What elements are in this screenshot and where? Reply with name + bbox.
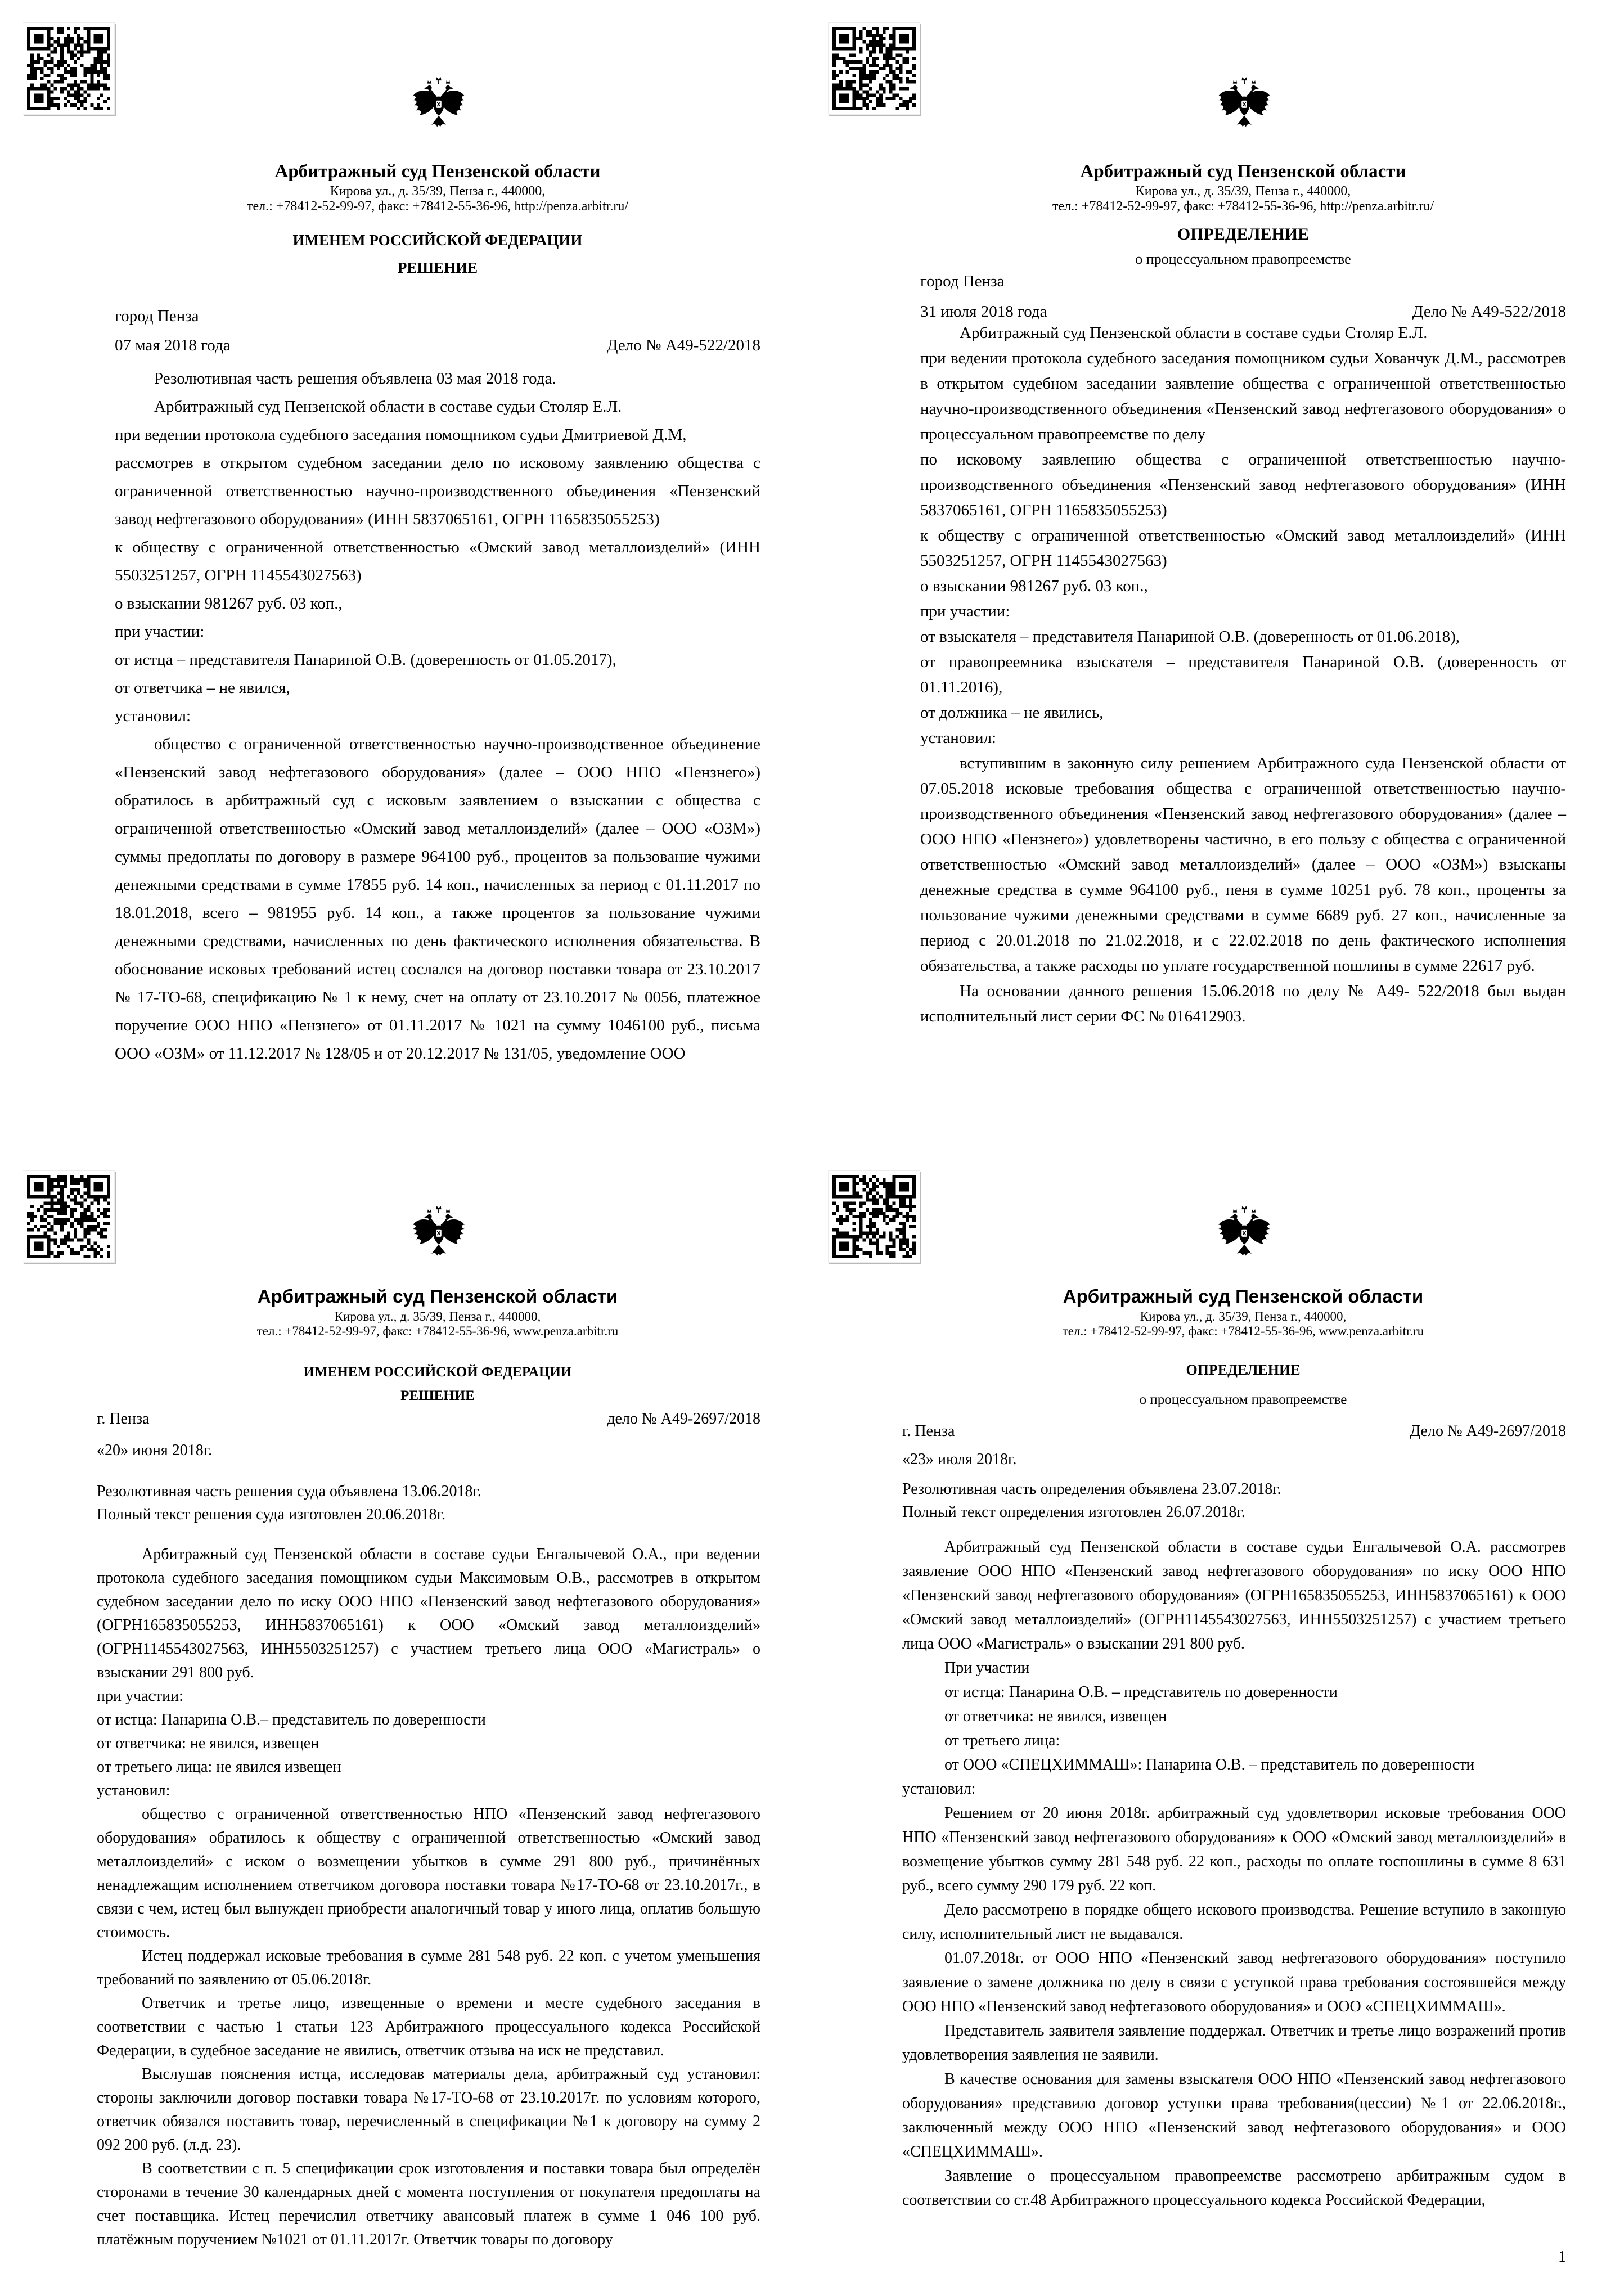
- russia-coat-of-arms-icon: [1213, 75, 1276, 137]
- paragraph: к обществу с ограниченной ответственностью «Омский завод металлоизделий» (ИНН 5503251257, ОГРН 1145543027563): [115, 538, 760, 584]
- paragraph: от истца – представителя Панариной О.В. (доверенность от 01.05.2017),: [115, 651, 616, 669]
- paragraph: от должника – не явились,: [920, 704, 1104, 722]
- act-type-heading: РЕШЕНИЕ: [397, 259, 478, 276]
- qr-code-icon: [828, 1170, 920, 1263]
- paragraph: На основании данного решения 15.06.2018 по делу № А49- 522/2018 был выдан исполнительный лист серии ФС № 016412903.: [920, 982, 1566, 1025]
- paragraph: от истца: Панарина О.В.– представитель по доверенности: [97, 1711, 486, 1728]
- case-number: дело № А49-2697/2018: [607, 1410, 760, 1428]
- paragraph: от правопреемника взыскателя – представителя Панариной О.В. (доверенность от 01.11.2016),: [920, 653, 1566, 696]
- act-subtitle: о процессуальном правопреемстве: [1135, 251, 1351, 267]
- paragraph: при участии:: [97, 1687, 183, 1705]
- court-address: Кирова ул., д. 35/39, Пенза г., 440000,: [1135, 184, 1351, 199]
- paragraph: установил:: [115, 707, 191, 725]
- act-authority-heading: ИМЕНЕМ РОССИЙСКОЙ ФЕДЕРАЦИИ: [303, 1365, 572, 1380]
- full-text-produced-line: Полный текст определения изготовлен 26.07.2018г.: [902, 1503, 1245, 1521]
- document-body: [920, 321, 1566, 1029]
- court-address: Кирова ул., д. 35/39, Пенза г., 440000,: [334, 1309, 541, 1323]
- paragraph: при ведении протокола судебного заседания помощником судьи Дмитриевой Д.М,: [115, 426, 687, 444]
- paragraph: о взыскании 981267 руб. 03 коп.,: [920, 577, 1148, 595]
- paragraph: Резолютивная часть решения объявлена 03 мая 2018 года.: [154, 370, 556, 388]
- paragraph: Арбитражный суд Пензенской области в составе судьи Столяр Е.Л.: [154, 398, 622, 416]
- court-contacts: тел.: +78412-52-99-97, факс: +78412-55-36-96, www.penza.arbitr.ru: [1062, 1324, 1424, 1338]
- document-body: [115, 364, 760, 1068]
- case-number: Дело № А49-522/2018: [1412, 303, 1566, 321]
- qr-code-icon: [828, 22, 920, 115]
- paragraph: от истца: Панарина О.В. – представитель по доверенности: [944, 1683, 1338, 1701]
- city: город Пенза: [920, 272, 1005, 290]
- act-type-heading: ОПРЕДЕЛЕНИЕ: [1186, 1362, 1300, 1378]
- page-ruling-a49-2697-2018: [806, 1148, 1611, 2296]
- court-address: Кирова ул., д. 35/39, Пенза г., 440000,: [1140, 1309, 1347, 1323]
- act-type-heading: ОПРЕДЕЛЕНИЕ: [1177, 225, 1310, 244]
- court-contacts: тел.: +78412-52-99-97, факс: +78412-55-36-96, http://penza.arbitr.ru/: [1052, 199, 1434, 214]
- document-body: [97, 1543, 760, 2252]
- paragraph: Ответчик и третье лицо, извещенные о времени и месте судебного заседания в соответствии с частью 1 статьи 123 Арбитражного процессуального кодекса Российской Федерации, в судебное заседание не явились, ответчик отзыва на иск не представил.: [97, 1995, 760, 2059]
- paragraph: Арбитражный суд Пензенской области в составе судьи Енгалычевой О.А., при ведении протокола судебного заседания помощником судьи Максимовым О.В., рассмотрев в открытом судебном заседании дело по иску ООО НПО «Пензенский завод нефтегазового оборудования» (ОГРН165835055253, ИНН5837065161) к ООО «Омский завод металлоизделий» (ОГРН1145543027563, ИНН5503251257) с участием третьего лица ООО «Магистраль» о взыскании 291 800 руб.: [97, 1546, 760, 1681]
- paragraph: общество с ограниченной ответственностью научно-производственное объединение «Пензенский завод нефтегазового оборудования» (далее – ООО НПО «Пензнего») обратилось в арбитражный суд с исковым заявлением о взыскании с общества с ограниченной ответственностью «Омский завод металлоизделий» (далее – ООО «ОЗМ») суммы предоплаты по договору в размере 964100 руб., процентов за пользование чужими денежными средствами в сумме 17855 руб. 14 коп., начисленных за период с 01.11.2017 по 18.01.2018, всего – 981955 руб. 14 коп., а также процентов за пользование чужими денежными средствами, начисленных по день фактического исполнения обязательства. В обоснование исковых требований истец сослался на договор поставки товара от 23.10.2017 № 17-ТО-68, спецификацию № 1 к нему, счет на оплату от 23.10.2017 № 0056, платежное поручение ООО НПО «Пензнего» от 01.11.2017 № 1021 на сумму 1046100 руб., письма ООО «ОЗМ» от 11.12.2017 № 128/05 и от 20.12.2017 № 131/05, уведомление ООО: [115, 735, 760, 1063]
- paragraph: при участии:: [920, 602, 1010, 620]
- page-decision-a49-522-2018: [0, 0, 806, 1148]
- paragraph: В качестве основания для замены взыскателя ООО НПО «Пензенский завод нефтегазового оборудования» представило договор уступки права требования(цессии) №1 от 22.06.2018г., заключенный между ООО НПО «Пензенский завод нефтегазового оборудования» и ООО «СПЕЦХИММАШ».: [902, 2070, 1566, 2160]
- full-text-produced-line: Полный текст решения суда изготовлен 20.06.2018г.: [97, 1506, 446, 1523]
- court-contacts: тел.: +78412-52-99-97, факс: +78412-55-36-96, www.penza.arbitr.ru: [256, 1324, 619, 1338]
- page-ruling-a49-522-2018: [806, 0, 1611, 1148]
- russia-coat-of-arms-icon: [1213, 1204, 1276, 1266]
- russia-coat-of-arms-icon: [407, 1204, 470, 1266]
- paragraph: от третьего лица: не явился извещен: [97, 1758, 341, 1776]
- paragraph: Выслушав пояснения истца, исследовав материалы дела, арбитражный суд установил: стороны заключили договор поставки товара №17-ТО-68 от 23.10.2017г. по условиям которого, ответчик обязался поставить товар, перечисленный в спецификации №1 к договору на сумму 2 092 200 руб. (л.д. 23).: [97, 2065, 760, 2154]
- paragraph: Истец поддержал исковые требования в сумме 281 548 руб. 22 коп. с учетом уменьшения требований по заявлению от 05.06.2018г.: [97, 1947, 760, 1988]
- act-type-heading: РЕШЕНИЕ: [400, 1388, 475, 1403]
- paragraph: установил:: [902, 1780, 976, 1798]
- court-address: Кирова ул., д. 35/39, Пенза г., 440000,: [330, 184, 546, 199]
- paragraph: установил:: [97, 1782, 170, 1799]
- paragraph: от ООО «СПЕЦХИММАШ»: Панарина О.В. – представитель по доверенности: [944, 1756, 1475, 1773]
- paragraph: Заявление о процессуальном правопреемстве рассмотрено арбитражным судом в соответствии со ст.48 Арбитражного процессуального кодекса Российской Федерации,: [902, 2167, 1566, 2209]
- court-name: Арбитражный суд Пензенской области: [1063, 1286, 1424, 1307]
- city: город Пенза: [115, 307, 199, 325]
- paragraph: установил:: [920, 729, 997, 747]
- paragraph: При участии: [944, 1659, 1030, 1677]
- court-name: Арбитражный суд Пензенской области: [257, 1286, 618, 1307]
- act-date: 07 мая 2018 года: [115, 336, 231, 354]
- court-name: Арбитражный суд Пензенской области: [274, 161, 601, 182]
- paragraph: вступившим в законную силу решением Арбитражного суда Пензенской области от 07.05.2018 исковые требования общества с ограниченной ответственностью научно-производственного объединения «Пензенский завод нефтегазового оборудования» (далее – ООО НПО «Пензнего») удовлетворены частично, в его пользу с общества с ограниченной ответственностью «Омский завод металлоизделий» (далее – ООО «ОЗМ») взысканы денежные средства в сумме 964100 руб., пеня в сумме 10251 руб. 78 коп., проценты за пользование чужими денежными средствами в сумме 6689 руб. 27 коп., начисленные за период с 20.01.2018 по 21.02.2018, и с 22.02.2018 по день фактического исполнения обязательства, а также расходы по уплате государственной пошлины в сумме 22617 руб.: [920, 754, 1566, 975]
- paragraph: от ответчика: не явился, извещен: [97, 1735, 320, 1752]
- act-date: «20» июня 2018г.: [97, 1442, 213, 1459]
- paragraph: Решением от 20 июня 2018г. арбитражный суд удовлетворил исковые требования ООО НПО «Пензенский завод нефтегазового оборудования» к ООО «Омский завод металлоизделий» в возмещение убытков сумму 281 548 руб. 22 коп., расходы по оплате госпошлины в сумме 8 631 руб., всего сумму 290 179 руб. 22 коп.: [902, 1804, 1566, 1894]
- resolutive-announced-line: Резолютивная часть решения суда объявлена 13.06.2018г.: [97, 1483, 482, 1500]
- paragraph: от третьего лица:: [944, 1732, 1060, 1749]
- act-subtitle: о процессуальном правопреемстве: [1139, 1392, 1347, 1407]
- paragraph: от ответчика: не явился, извещен: [944, 1708, 1167, 1725]
- paragraph: по исковому заявлению общества с ограниченной ответственностью научно-производственного объединения «Пензенский завод нефтегазового оборудования» (ИНН 5837065161, ОГРН 1165835055253): [920, 451, 1566, 519]
- court-contacts: тел.: +78412-52-99-97, факс: +78412-55-36-96, http://penza.arbitr.ru/: [247, 199, 628, 214]
- qr-code-icon: [22, 22, 115, 115]
- paragraph: Дело рассмотрено в порядке общего искового производства. Решение вступило в законную силу, исполнительный лист не выдавался.: [902, 1901, 1566, 1943]
- case-number: Дело № А49-2697/2018: [1410, 1422, 1566, 1440]
- city: г. Пенза: [97, 1410, 150, 1428]
- paragraph: рассмотрев в открытом судебном заседании дело по исковому заявлению общества с ограниченной ответственностью научно-производственного объединения «Пензенский завод нефтегазового оборудования» (ИНН 5837065161, ОГРН 1165835055253): [115, 454, 760, 528]
- paragraph: к обществу с ограниченной ответственностью «Омский завод металлоизделий» (ИНН 5503251257, ОГРН 1145543027563): [920, 526, 1566, 570]
- act-authority-heading: ИМЕНЕМ РОССИЙСКОЙ ФЕДЕРАЦИИ: [292, 232, 583, 249]
- case-number: Дело № А49-522/2018: [606, 336, 760, 354]
- paragraph: общество с ограниченной ответственностью НПО «Пензенский завод нефтегазового оборудования» обратилось к обществу с ограниченной ответственностью «Омский завод металлоизделий» с иском о возмещении убытков в сумме 291 800 руб., причинённых ненадлежащим исполнением ответчиком договора поставки товара №17-ТО-68 от 23.10.2017г., в связи с чем, истец был вынужден приобрести аналогичный товар у иного лица, оплатив большую стоимость.: [97, 1806, 760, 1941]
- document-body: [902, 1535, 1566, 2212]
- paragraph: при ведении протокола судебного заседания помощником судьи Хованчук Д.М., рассмотрев в открытом судебном заседании заявление общества с ограниченной ответственностью научно-производственного объединения «Пензенский завод нефтегазового оборудования» о процессуальном правопреемстве по делу: [920, 349, 1566, 443]
- qr-code-icon: [22, 1170, 115, 1263]
- act-date: 31 июля 2018 года: [920, 303, 1047, 321]
- page-decision-a49-2697-2018: [0, 1148, 806, 2296]
- court-name: Арбитражный суд Пензенской области: [1080, 161, 1406, 182]
- paragraph: Арбитражный суд Пензенской области в составе судьи Енгалычевой О.А. рассмотрев заявление ООО НПО «Пензенский завод нефтегазового оборудования» по иску ООО НПО «Пензенский завод нефтегазового оборудования» (ОГРН165835055253, ИНН5837065161) к ООО «Омский завод металлоизделий» (ОГРН1145543027563, ИНН5503251257) с участием третьего лица ООО «Магистраль» о взыскании 291 800 руб.: [902, 1538, 1566, 1653]
- city: г. Пенза: [902, 1422, 955, 1440]
- paragraph: при участии:: [115, 623, 205, 641]
- russia-coat-of-arms-icon: [407, 75, 470, 137]
- paragraph: В соответствии с п. 5 спецификации срок изготовления и поставки товара был определён сторонами в течение 30 календарных дней с момента поступления от покупателя предоплаты на счет поставщика. Истец перечислил ответчику авансовый платеж в сумме 1 046 100 руб. платёжным поручением №1021 от 01.11.2017г. Ответчик товары по договору: [97, 2160, 760, 2248]
- paragraph: Арбитражный суд Пензенской области в составе судьи Столяр Е.Л.: [960, 324, 1428, 342]
- page-number: 1: [1558, 2248, 1566, 2266]
- paragraph: о взыскании 981267 руб. 03 коп.,: [115, 595, 343, 613]
- paragraph: от ответчика – не явился,: [115, 679, 290, 697]
- resolutive-announced-line: Резолютивная часть определения объявлена 23.07.2018г.: [902, 1480, 1281, 1498]
- paragraph: Представитель заявителя заявление поддержал. Ответчик и третье лицо возражений против удовлетворения заявления не заявили.: [902, 2022, 1566, 2064]
- paragraph: 01.07.2018г. от ООО НПО «Пензенский завод нефтегазового оборудования» поступило заявление о замене должника по делу в связи с уступкой права требования состоявшейся между ООО НПО «Пензенский завод нефтегазового оборудования» и ООО «СПЕЦХИММАШ».: [902, 1950, 1566, 2015]
- act-date: «23» июля 2018г.: [902, 1451, 1017, 1468]
- paragraph: от взыскателя – представителя Панариной О.В. (доверенность от 01.06.2018),: [920, 628, 1460, 646]
